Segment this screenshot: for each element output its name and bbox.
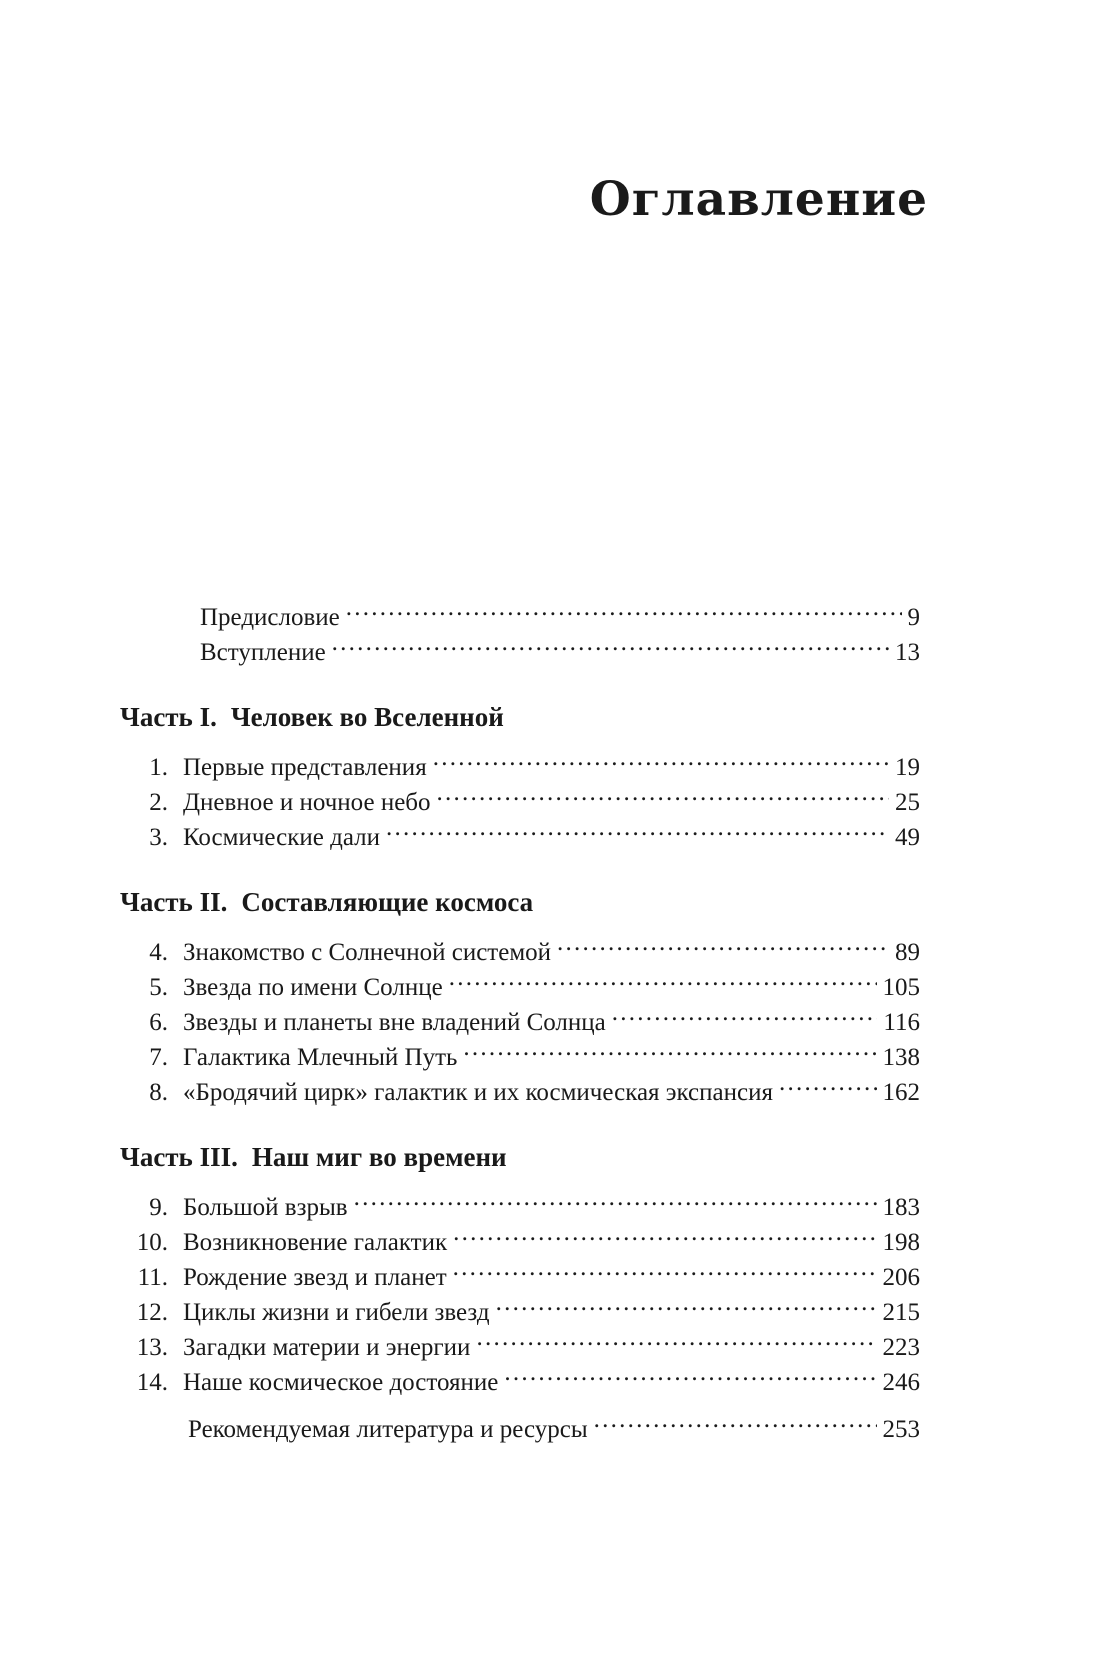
toc-entry-page: 13 bbox=[895, 639, 920, 666]
table-of-contents bbox=[120, 600, 920, 1447]
toc-entry-label: Звезда по имени Солнце bbox=[183, 974, 443, 1001]
toc-entry-page: 253 bbox=[882, 1416, 920, 1443]
dot-leader bbox=[594, 1412, 877, 1437]
toc-entry-label: Циклы жизни и гибели звезд bbox=[183, 1299, 490, 1326]
toc-entry-page: 223 bbox=[882, 1334, 920, 1361]
toc-entry-introduction[interactable] bbox=[120, 635, 920, 670]
dot-leader bbox=[332, 635, 889, 660]
part-title: Человек во Вселенной bbox=[230, 702, 504, 732]
toc-entry-label: Рекомендуемая литература и ресурсы bbox=[188, 1416, 588, 1443]
dot-leader bbox=[449, 970, 877, 995]
toc-entry-chapter[interactable] bbox=[120, 1225, 920, 1260]
dot-leader bbox=[433, 750, 889, 775]
toc-entry-page: 246 bbox=[882, 1369, 920, 1396]
toc-entry-label: Галактика Млечный Путь bbox=[183, 1044, 458, 1071]
toc-entry-chapter[interactable] bbox=[120, 750, 920, 785]
toc-entry-chapter[interactable] bbox=[120, 1005, 920, 1040]
chapter-number: 11. bbox=[137, 1264, 168, 1291]
toc-entry-label: Дневное и ночное небо bbox=[183, 789, 431, 816]
toc-entry-chapter[interactable] bbox=[120, 1330, 920, 1365]
toc-entry-page: 9 bbox=[907, 604, 920, 631]
toc-entry-chapter[interactable] bbox=[120, 785, 920, 820]
page-title: Оглавление bbox=[589, 172, 928, 227]
dot-leader bbox=[779, 1075, 877, 1100]
dot-leader bbox=[453, 1260, 877, 1285]
dot-leader bbox=[437, 785, 889, 810]
toc-entry-chapter[interactable] bbox=[120, 1295, 920, 1330]
toc-entry-page: 183 bbox=[882, 1194, 920, 1221]
dot-leader bbox=[453, 1225, 876, 1250]
chapter-number: 6. bbox=[149, 1009, 168, 1036]
toc-entry-label: Космические дали bbox=[183, 824, 380, 851]
toc-entry-recommended-reading[interactable] bbox=[120, 1412, 920, 1447]
dot-leader bbox=[612, 1005, 878, 1030]
toc-entry-label: Вступление bbox=[200, 639, 326, 666]
chapter-number: 7. bbox=[149, 1044, 168, 1071]
toc-entry-preface[interactable] bbox=[120, 600, 920, 635]
toc-entry-page: 19 bbox=[895, 754, 920, 781]
toc-entry-label: Рождение звезд и планет bbox=[183, 1264, 447, 1291]
toc-entry-label: Наше космическое достояние bbox=[183, 1369, 499, 1396]
toc-entry-chapter[interactable] bbox=[120, 935, 920, 970]
dot-leader bbox=[354, 1190, 877, 1215]
chapter-number: 9. bbox=[149, 1194, 168, 1221]
chapter-number: 8. bbox=[149, 1079, 168, 1106]
toc-entry-page: 206 bbox=[882, 1264, 920, 1291]
part-number: Часть II. bbox=[120, 887, 228, 917]
chapter-number: 14. bbox=[136, 1369, 168, 1396]
toc-entry-label: Большой взрыв bbox=[183, 1194, 348, 1221]
part-title: Наш миг во времени bbox=[251, 1142, 507, 1172]
chapter-number: 3. bbox=[149, 824, 168, 851]
toc-entry-label: Знакомство с Солнечной системой bbox=[183, 939, 552, 966]
toc-entry-label: Загадки материи и энергии bbox=[183, 1334, 471, 1361]
part-heading-1[interactable] bbox=[120, 699, 920, 735]
dot-leader bbox=[476, 1330, 876, 1355]
toc-entry-page: 116 bbox=[883, 1009, 920, 1036]
toc-entry-label: Возникновение галактик bbox=[183, 1229, 448, 1256]
toc-entry-chapter[interactable] bbox=[120, 970, 920, 1005]
part-number: Часть I. bbox=[120, 702, 217, 732]
toc-entry-chapter[interactable] bbox=[120, 1260, 920, 1295]
toc-entry-page: 105 bbox=[882, 974, 920, 1001]
part-heading-2[interactable] bbox=[120, 884, 920, 920]
toc-entry-page: 162 bbox=[882, 1079, 920, 1106]
chapter-number: 2. bbox=[149, 789, 168, 816]
dot-leader bbox=[346, 600, 902, 625]
toc-entry-page: 89 bbox=[895, 939, 920, 966]
toc-entry-page: 215 bbox=[882, 1299, 920, 1326]
part-heading-3[interactable] bbox=[120, 1139, 920, 1175]
dot-leader bbox=[463, 1040, 876, 1065]
part-title: Составляющие космоса bbox=[241, 887, 534, 917]
toc-entry-page: 138 bbox=[882, 1044, 920, 1071]
toc-entry-chapter[interactable] bbox=[120, 820, 920, 855]
chapter-number: 1. bbox=[149, 754, 168, 781]
chapter-number: 10. bbox=[136, 1229, 168, 1256]
dot-leader bbox=[504, 1365, 876, 1390]
chapter-number: 12. bbox=[136, 1299, 168, 1326]
toc-entry-chapter[interactable] bbox=[120, 1075, 920, 1110]
toc-entry-label: Предисловие bbox=[200, 604, 340, 631]
toc-entry-label: «Бродячий цирк» галактик и их космическая экспансия bbox=[183, 1079, 773, 1106]
toc-entry-label: Первые представления bbox=[183, 754, 427, 781]
dot-leader bbox=[386, 820, 889, 845]
toc-entry-chapter[interactable] bbox=[120, 1040, 920, 1075]
dot-leader bbox=[496, 1295, 877, 1320]
dot-leader bbox=[557, 935, 889, 960]
chapter-number: 13. bbox=[136, 1334, 168, 1361]
toc-entry-page: 49 bbox=[895, 824, 920, 851]
toc-entry-chapter[interactable] bbox=[120, 1365, 920, 1400]
chapter-number: 4. bbox=[149, 939, 168, 966]
toc-entry-page: 198 bbox=[882, 1229, 920, 1256]
chapter-number: 5. bbox=[149, 974, 168, 1001]
toc-entry-page: 25 bbox=[895, 789, 920, 816]
toc-entry-chapter[interactable] bbox=[120, 1190, 920, 1225]
part-number: Часть III. bbox=[120, 1142, 238, 1172]
toc-entry-label: Звезды и планеты вне владений Солнца bbox=[183, 1009, 606, 1036]
